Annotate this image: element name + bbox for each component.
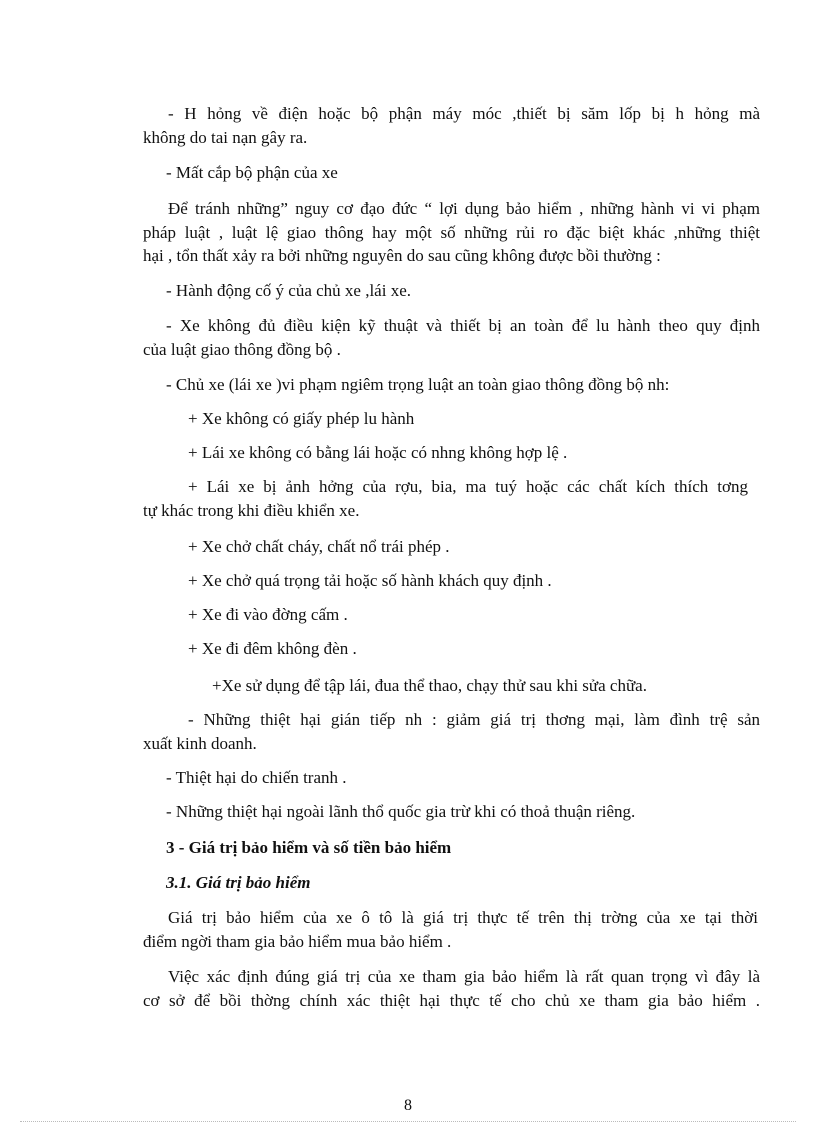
text-line: + Lái xe không có bằng lái hoặc có nhng không hợp lệ . (188, 443, 568, 462)
text-line: Giá trị bảo hiểm của xe ô tô là giá trị thực tế trên thị trờng của xe tại thời (168, 908, 758, 927)
text-line: + Xe chở quá trọng tải hoặc số hành khách quy định . (188, 571, 552, 590)
text-line: - Mất cắp bộ phận của xe (166, 163, 338, 182)
subsection-heading: 3.1. Giá trị bảo hiểm (166, 873, 311, 892)
text-line: + Lái xe bị ảnh hởng của rợu, bia, ma tuý hoặc các chất kích thích tơng (188, 477, 748, 496)
text-line: - Xe không đủ điều kiện kỹ thuật và thiết bị an toàn để lu hành theo quy định (166, 316, 760, 335)
text-line: xuất kinh doanh. (143, 734, 257, 753)
text-line: - Những thiệt hại ngoài lãnh thổ quốc gia trừ khi có thoả thuận riêng. (166, 802, 636, 821)
section-heading: 3 - Giá trị bảo hiểm và số tiền bảo hiểm (166, 838, 452, 857)
footer-divider (20, 1121, 796, 1122)
text-line: - Hành động cố ý của chủ xe ,lái xe. (166, 281, 411, 300)
text-line: pháp luật , luật lệ giao thông hay một số những rủi ro đặc biệt khác ,những thiệt (143, 223, 760, 242)
text-line: + Xe đi đêm không đèn . (188, 639, 357, 658)
text-line: tự khác trong khi điều khiển xe. (143, 501, 360, 520)
page-number: 8 (404, 1097, 412, 1114)
text-line: - Thiệt hại do chiến tranh . (166, 768, 347, 787)
text-line: hại , tổn thất xảy ra bởi những nguyên do sau cũng không được bồi thường : (143, 246, 661, 265)
text-line: - H hỏng về điện hoặc bộ phận máy móc ,thiết bị săm lốp bị h hỏng mà (168, 104, 760, 123)
text-line: không do tai nạn gây ra. (143, 128, 308, 147)
text-line: Việc xác định đúng giá trị của xe tham gia bảo hiểm là rất quan trọng vì đây là (168, 967, 760, 986)
text-line: + Xe đi vào đờng cấm . (188, 605, 348, 624)
text-line: - Chủ xe (lái xe )vi phạm ngiêm trọng luật an toàn giao thông đồng bộ nh: (166, 375, 670, 394)
text-line: của luật giao thông đồng bộ . (143, 340, 341, 359)
text-line: Để tránh những” nguy cơ đạo đức “ lợi dụng bảo hiểm , những hành vi vi phạm (168, 199, 760, 218)
text-line: + Xe chở chất cháy, chất nổ trái phép . (188, 537, 450, 556)
text-line: + Xe không có giấy phép lu hành (188, 409, 415, 428)
text-line: điểm ngời tham gia bảo hiểm mua bảo hiểm . (143, 932, 452, 951)
text-line: - Những thiệt hại gián tiếp nh : giảm giá trị thơng mại, làm đình trệ sản (188, 710, 760, 729)
text-line: +Xe sử dụng để tập lái, đua thể thao, chạy thử sau khi sửa chữa. (212, 676, 647, 695)
text-line: cơ sở để bồi thờng chính xác thiệt hại thực tế cho chủ xe tham gia bảo hiểm . (143, 991, 760, 1010)
